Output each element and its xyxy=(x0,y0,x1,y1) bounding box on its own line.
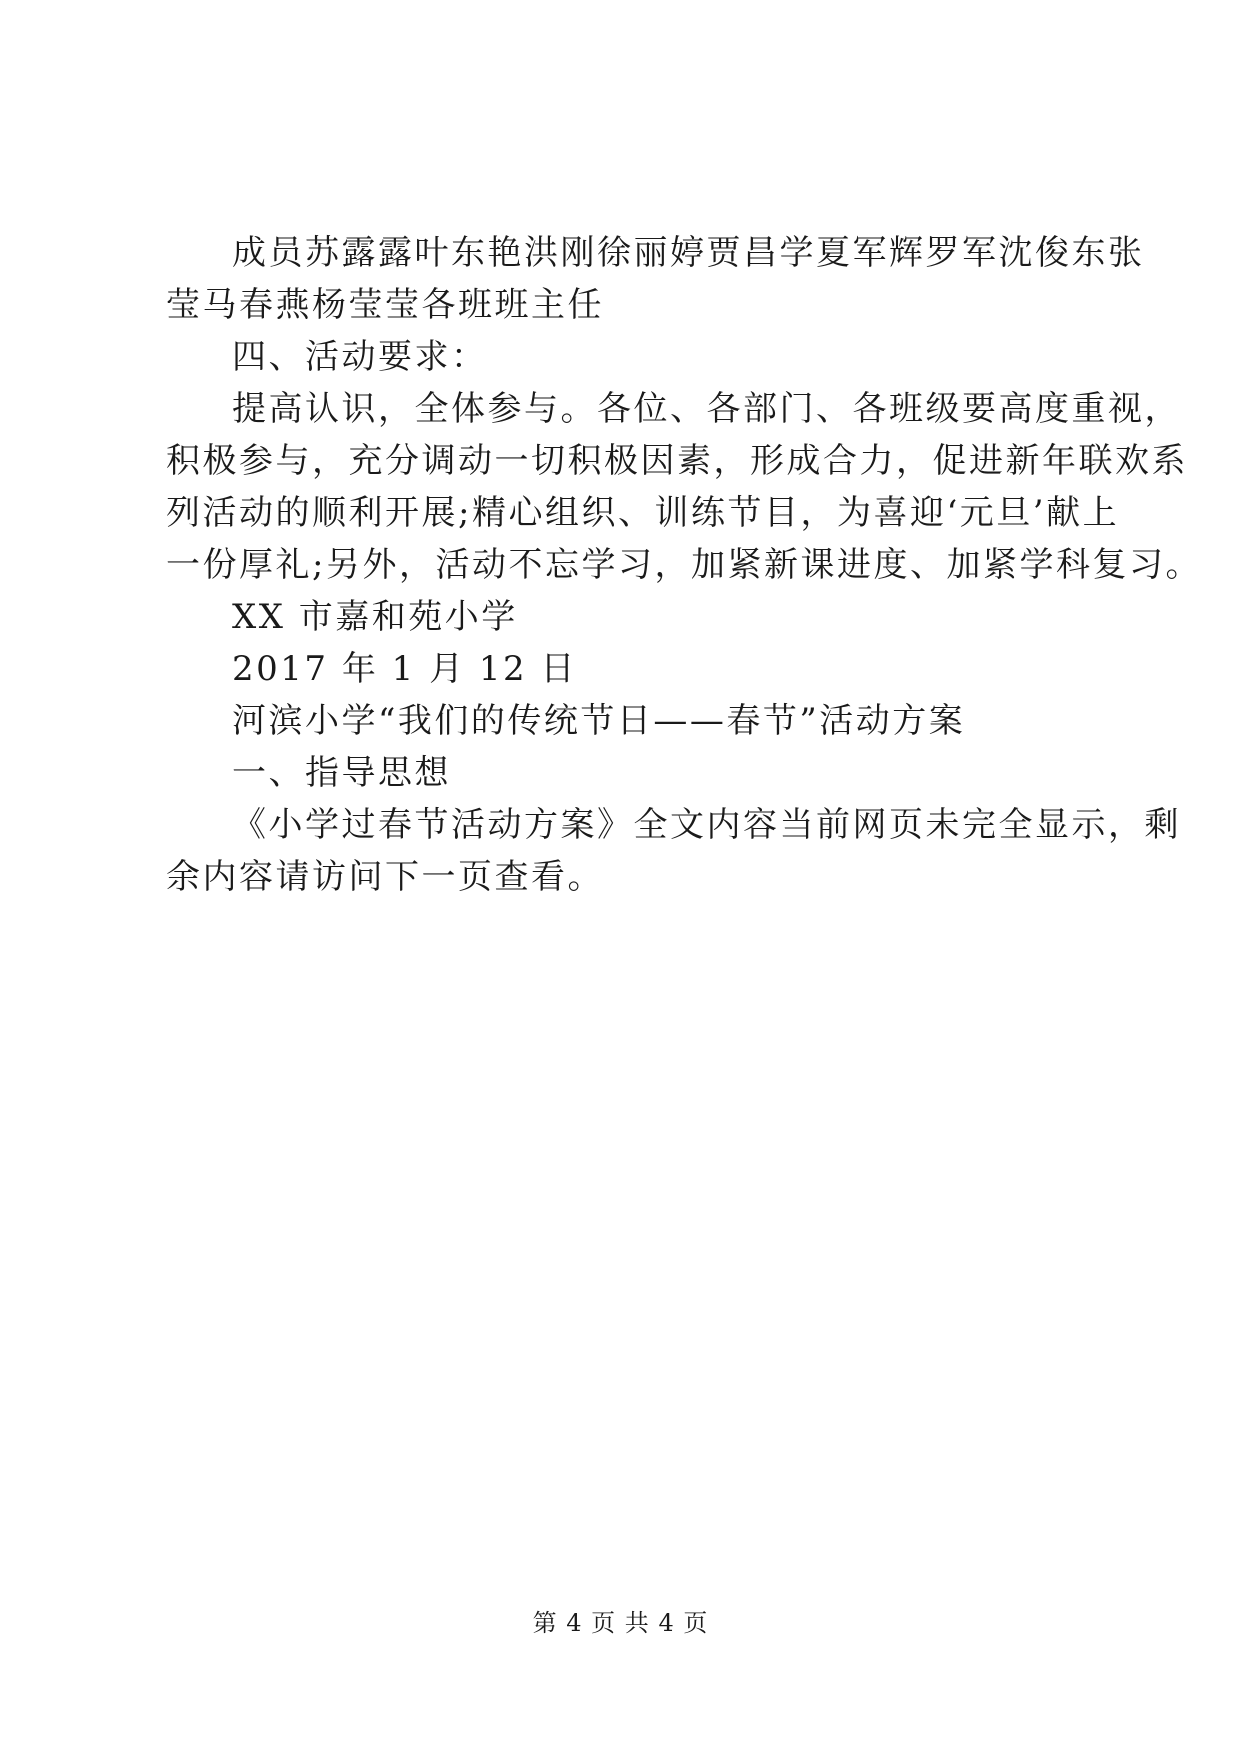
text-line: 提高认识，全体参与。各位、各部门、各班级要高度重视， xyxy=(232,389,1181,429)
text-line: 余内容请访问下一页查看。 xyxy=(166,857,604,897)
section-heading: 一、指导思想 xyxy=(232,753,451,793)
document-body xyxy=(166,227,1202,903)
section-heading: 四、活动要求： xyxy=(232,337,488,377)
text-line: 成员苏露露叶东艳洪刚徐丽婷贾昌学夏军辉罗军沈俊东张 xyxy=(232,233,1145,273)
page-number: 第 4 页 共 4 页 xyxy=(532,1609,709,1637)
text-line: 列活动的顺利开展;精心组织、训练节目，为喜迎‘元旦’献上 xyxy=(166,493,1120,533)
school-name: XX 市嘉和苑小学 xyxy=(232,597,518,637)
document-date: 2017 年 1 月 12 日 xyxy=(232,649,577,689)
text-line: 莹马春燕杨莹莹各班班主任 xyxy=(166,285,604,325)
text-line: 一份厚礼;另外，活动不忘学习，加紧新课进度、加紧学科复习。 xyxy=(166,545,1202,585)
text-line: 《小学过春节活动方案》全文内容当前网页未完全显示，剩 xyxy=(232,805,1181,845)
text-line: 积极参与，充分调动一切积极因素，形成合力，促进新年联欢系 xyxy=(166,441,1188,481)
plan-title: 河滨小学“我们的传统节日——春节”活动方案 xyxy=(232,701,966,741)
